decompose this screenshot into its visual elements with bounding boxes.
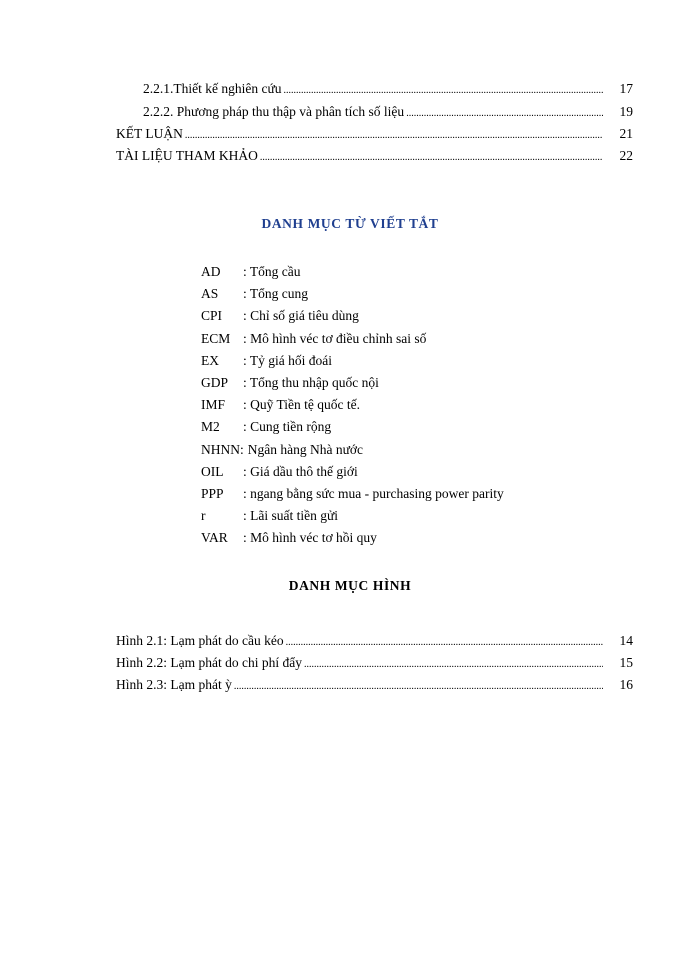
dot-leader	[260, 149, 603, 167]
toc-entry-page: 17	[619, 81, 633, 96]
figure-entry-label: Hình 2.3: Lạm phát ỳ	[116, 677, 232, 692]
abbreviation-code: GDP	[201, 375, 229, 391]
abbreviation-desc: : Tổng cung	[243, 286, 308, 302]
abbreviation-desc: : Mô hình véc tơ điều chỉnh sai số	[243, 330, 427, 346]
figure-entry-page: 14	[619, 633, 633, 648]
abbreviation-code: ECM	[201, 330, 231, 346]
abbreviation-code: CPI	[201, 308, 223, 324]
abbreviation-code: IMF	[201, 397, 226, 413]
abbreviation-desc: : Quỹ Tiền tệ quốc tế.	[243, 397, 360, 413]
abbreviation-desc: Ngân hàng Nhà nước	[247, 441, 364, 457]
figure-entry-label: Hình 2.2: Lạm phát do chi phí đẩy	[116, 655, 302, 670]
abbreviation-item	[201, 416, 504, 438]
abbreviation-code: AS	[201, 286, 219, 302]
abbreviation-code: AD	[201, 264, 221, 279]
figure-entry-page: 15	[619, 655, 633, 670]
abbreviation-code: OIL	[201, 463, 224, 479]
toc-entry[interactable]	[116, 125, 633, 145]
abbreviation-item	[201, 394, 504, 416]
abbreviation-desc: : Giá dầu thô thế giới	[243, 463, 358, 479]
dot-leader	[234, 678, 603, 696]
figure-entry-label: Hình 2.1: Lạm phát do cầu kéo	[116, 633, 284, 648]
abbreviation-list	[201, 261, 504, 550]
figure-entry[interactable]	[116, 654, 633, 674]
abbreviation-item	[201, 261, 504, 283]
abbreviation-desc: : Chỉ số giá tiêu dùng	[243, 308, 359, 324]
abbreviation-desc: : Mô hình véc tơ hồi quy	[243, 530, 377, 546]
figure-entry[interactable]	[116, 676, 633, 696]
toc-entry-page: 21	[619, 126, 633, 141]
abbreviation-code: NHNN:	[201, 441, 244, 457]
abbreviation-item	[201, 483, 504, 505]
dot-leader	[406, 105, 603, 123]
dot-leader	[304, 656, 603, 674]
abbreviation-desc: : Lãi suất tiền gửi	[243, 508, 339, 524]
abbreviation-code: EX	[201, 352, 219, 368]
abbreviation-item	[201, 527, 504, 549]
abbreviation-desc: : Tỷ giá hối đoái	[243, 352, 332, 368]
figure-entry[interactable]	[116, 632, 633, 652]
toc-entry-label: KẾT LUẬN	[116, 126, 183, 141]
abbreviation-code: r	[201, 508, 206, 524]
abbreviation-desc: : ngang bằng sức mua - purchasing power parity	[243, 486, 504, 502]
abbreviation-desc: : Tổng thu nhập quốc nội	[243, 375, 379, 391]
abbreviation-code: VAR	[201, 530, 228, 546]
abbreviations-heading: DANH MỤC TỪ VIẾT TẮT	[261, 216, 439, 231]
toc-entry-page: 22	[619, 148, 633, 163]
abbreviation-item	[201, 461, 504, 483]
abbreviation-item	[201, 350, 504, 372]
abbreviation-item	[201, 328, 504, 350]
abbreviation-item	[201, 283, 504, 305]
abbreviation-item	[201, 305, 504, 327]
dot-leader	[185, 127, 603, 145]
abbreviation-item	[201, 505, 504, 527]
figures-heading: DANH MỤC HÌNH	[288, 578, 412, 593]
abbreviation-desc: : Cung tiền rộng	[243, 419, 332, 435]
toc-entry-page: 19	[619, 104, 633, 119]
toc-entry[interactable]	[143, 103, 633, 123]
toc-entry[interactable]	[116, 147, 633, 167]
abbreviation-code: PPP	[201, 486, 224, 502]
abbreviation-item	[201, 372, 504, 394]
abbreviation-code: M2	[201, 419, 220, 435]
dot-leader	[286, 634, 603, 652]
toc-entry-label: TÀI LIỆU THAM KHẢO	[116, 148, 258, 163]
abbreviation-desc: : Tổng cầu	[243, 264, 301, 279]
figure-entry-page: 16	[619, 677, 633, 692]
toc-entry[interactable]	[143, 80, 633, 100]
toc-entry-label: 2.2.1.Thiết kế nghiên cứu	[143, 81, 282, 96]
toc-entry-label: 2.2.2. Phương pháp thu thập và phân tích số liệu	[143, 104, 405, 119]
dot-leader	[284, 82, 603, 100]
abbreviation-item	[201, 439, 504, 461]
